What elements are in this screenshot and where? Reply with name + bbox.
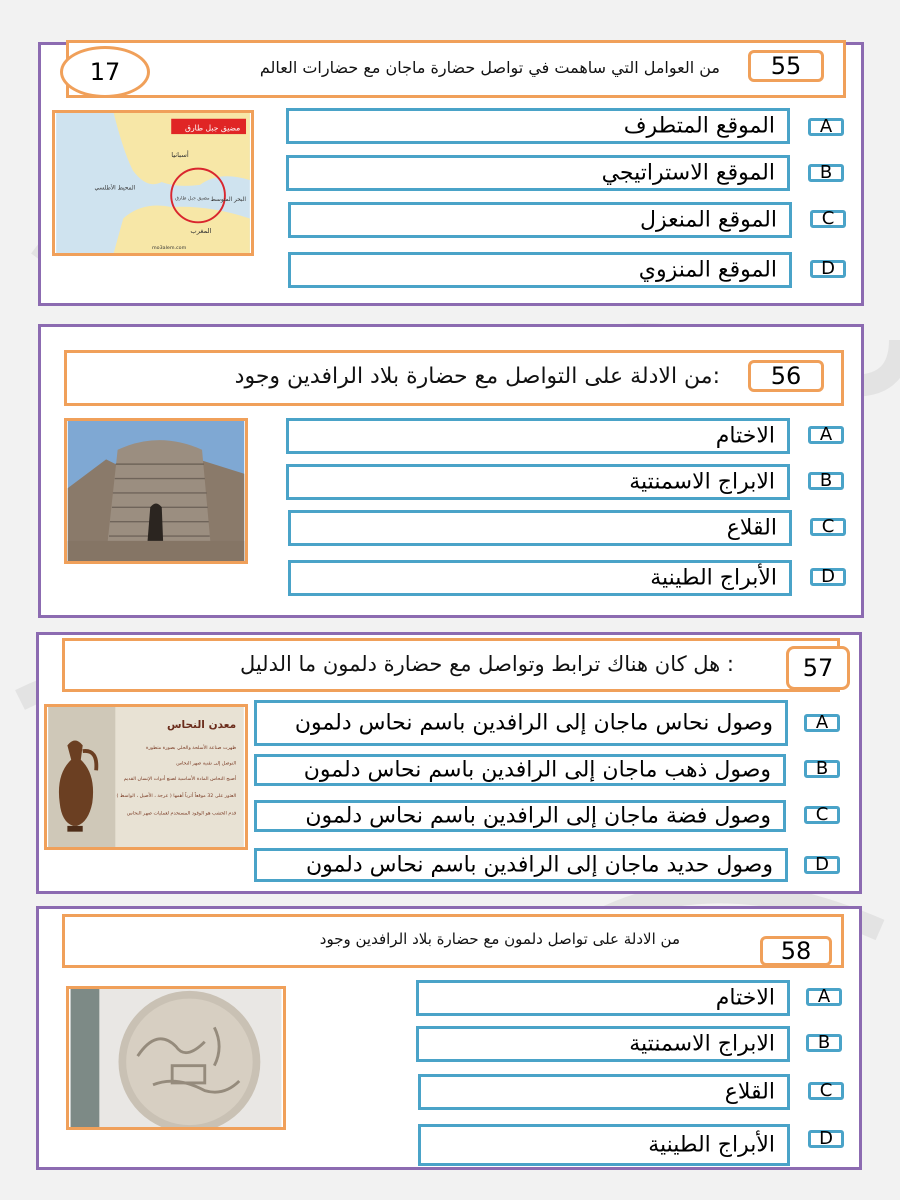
option-letter-57-c[interactable]: C: [804, 806, 840, 824]
option-text: الموقع الاستراتيجي: [601, 160, 775, 186]
option-text: الموقع المنزوي: [638, 257, 777, 283]
option-55-c[interactable]: [288, 202, 792, 238]
option-58-b[interactable]: [416, 1026, 790, 1062]
option-58-a[interactable]: [416, 980, 790, 1016]
option-letter-57-d[interactable]: D: [804, 856, 840, 874]
option-text: القلاع: [724, 1079, 775, 1105]
page-badge: 17: [60, 46, 150, 98]
map-spain-label: أسبانيا: [171, 151, 189, 160]
option-text: وصول نحاس ماجان إلى الرافدين باسم نحاس دلمون: [294, 710, 773, 736]
question-text-55: من العوامل التي ساهمت في تواصل حضارة ماجان مع حضارات العالم: [259, 58, 720, 77]
option-letter-58-b[interactable]: B: [806, 1034, 842, 1052]
option-56-a[interactable]: [286, 418, 790, 454]
map-atlantic-label: المحيط الأطلسي: [94, 185, 136, 192]
option-text: وصول ذهب ماجان إلى الرافدين باسم نحاس دلمون: [303, 757, 771, 783]
slide-bullet-4: العثور على 32 موقعاً أثرياً أهمها ( عرجة ، الأصيل ، الواسط ): [116, 794, 237, 800]
option-letter-58-c[interactable]: C: [808, 1082, 844, 1100]
option-55-b[interactable]: [286, 155, 790, 191]
option-letter-56-d[interactable]: D: [810, 568, 846, 586]
option-text: القلاع: [726, 515, 777, 541]
option-letter-57-a[interactable]: A: [804, 714, 840, 732]
option-letter-55-c[interactable]: C: [810, 210, 846, 228]
option-57-b[interactable]: [254, 754, 786, 786]
option-text: الموقع المتطرف: [623, 113, 775, 139]
tower-image: [64, 418, 248, 564]
option-letter-57-b[interactable]: B: [804, 760, 840, 778]
option-55-a[interactable]: [286, 108, 790, 144]
slide-bullet-3: أصبح النحاس المادة الأساسية لصنع أدوات الإنسان القديم: [123, 776, 237, 782]
option-58-c[interactable]: [418, 1074, 790, 1110]
option-letter-56-b[interactable]: B: [808, 472, 844, 490]
map-med-label: البحر المتوسط: [210, 197, 247, 204]
question-number-56: 56: [748, 360, 824, 392]
option-56-c[interactable]: [288, 510, 792, 546]
question-number-58: 58: [760, 936, 832, 966]
map-strait-label: مضيق جبل طارق: [185, 123, 241, 133]
map-source-label: mo3alem.com: [152, 246, 187, 252]
question-text-56: :من الادلة على التواصل مع حضارة بلاد الرافدين وجود: [234, 364, 720, 389]
option-55-d[interactable]: [288, 252, 792, 288]
option-letter-56-a[interactable]: A: [808, 426, 844, 444]
option-text: الأبراج الطينية: [648, 1132, 775, 1158]
map-svg: [55, 113, 251, 253]
option-text: وصول فضة ماجان إلى الرافدين باسم نحاس دلمون: [305, 803, 771, 829]
option-letter-55-b[interactable]: B: [808, 164, 844, 182]
seal-image: [66, 986, 286, 1130]
slide-bullet-2: التوصل إلى تقنية صهر النحاس: [176, 761, 237, 767]
option-letter-58-d[interactable]: D: [808, 1130, 844, 1148]
option-text: الابراج الاسمنتية: [629, 1031, 775, 1057]
option-text: وصول حديد ماجان إلى الرافدين باسم نحاس دلمون: [305, 852, 773, 878]
slide-title: معدن النحاس: [166, 719, 237, 732]
slide-bullet-1: ظهرت صناعة الأسلحة والحلي بصورة متطورة: [145, 746, 237, 752]
option-text: الأبراج الطينية: [650, 565, 777, 591]
option-57-c[interactable]: [254, 800, 786, 832]
copper-slide-svg: [47, 707, 245, 847]
option-text: الموقع المنعزل: [639, 207, 777, 233]
option-text: الابراج الاسمنتية: [629, 469, 775, 495]
option-letter-58-a[interactable]: A: [806, 988, 842, 1006]
option-57-d[interactable]: [254, 848, 788, 882]
question-text-57: : هل كان هناك ترابط وتواصل مع حضارة دلمون ما الدليل: [239, 652, 734, 676]
copper-slide-image: [44, 704, 248, 850]
option-text: الاختام: [715, 423, 775, 449]
map-image-gibraltar: [52, 110, 254, 256]
option-58-d[interactable]: [418, 1124, 790, 1166]
map-circle-label: مضيق جبل طارق: [175, 196, 210, 202]
option-letter-56-c[interactable]: C: [810, 518, 846, 536]
tower-svg: [67, 421, 245, 561]
question-number-55: 55: [748, 50, 824, 82]
question-text-58: من الادلة على تواصل دلمون مع حضارة بلاد الرافدين وجود: [319, 930, 680, 948]
slide-bullet-5: قدم الخشب هو الوقود المستخدم لعمليات صهر النحاس: [126, 811, 237, 817]
option-text: الاختام: [715, 985, 775, 1011]
option-56-b[interactable]: [286, 464, 790, 500]
option-letter-55-d[interactable]: D: [810, 260, 846, 278]
seal-svg: [69, 989, 283, 1127]
map-morocco-label: المغرب: [190, 226, 212, 235]
option-57-a[interactable]: [254, 700, 788, 746]
option-letter-55-a[interactable]: A: [808, 118, 844, 136]
question-number-57: 57: [786, 646, 850, 690]
option-56-d[interactable]: [288, 560, 792, 596]
